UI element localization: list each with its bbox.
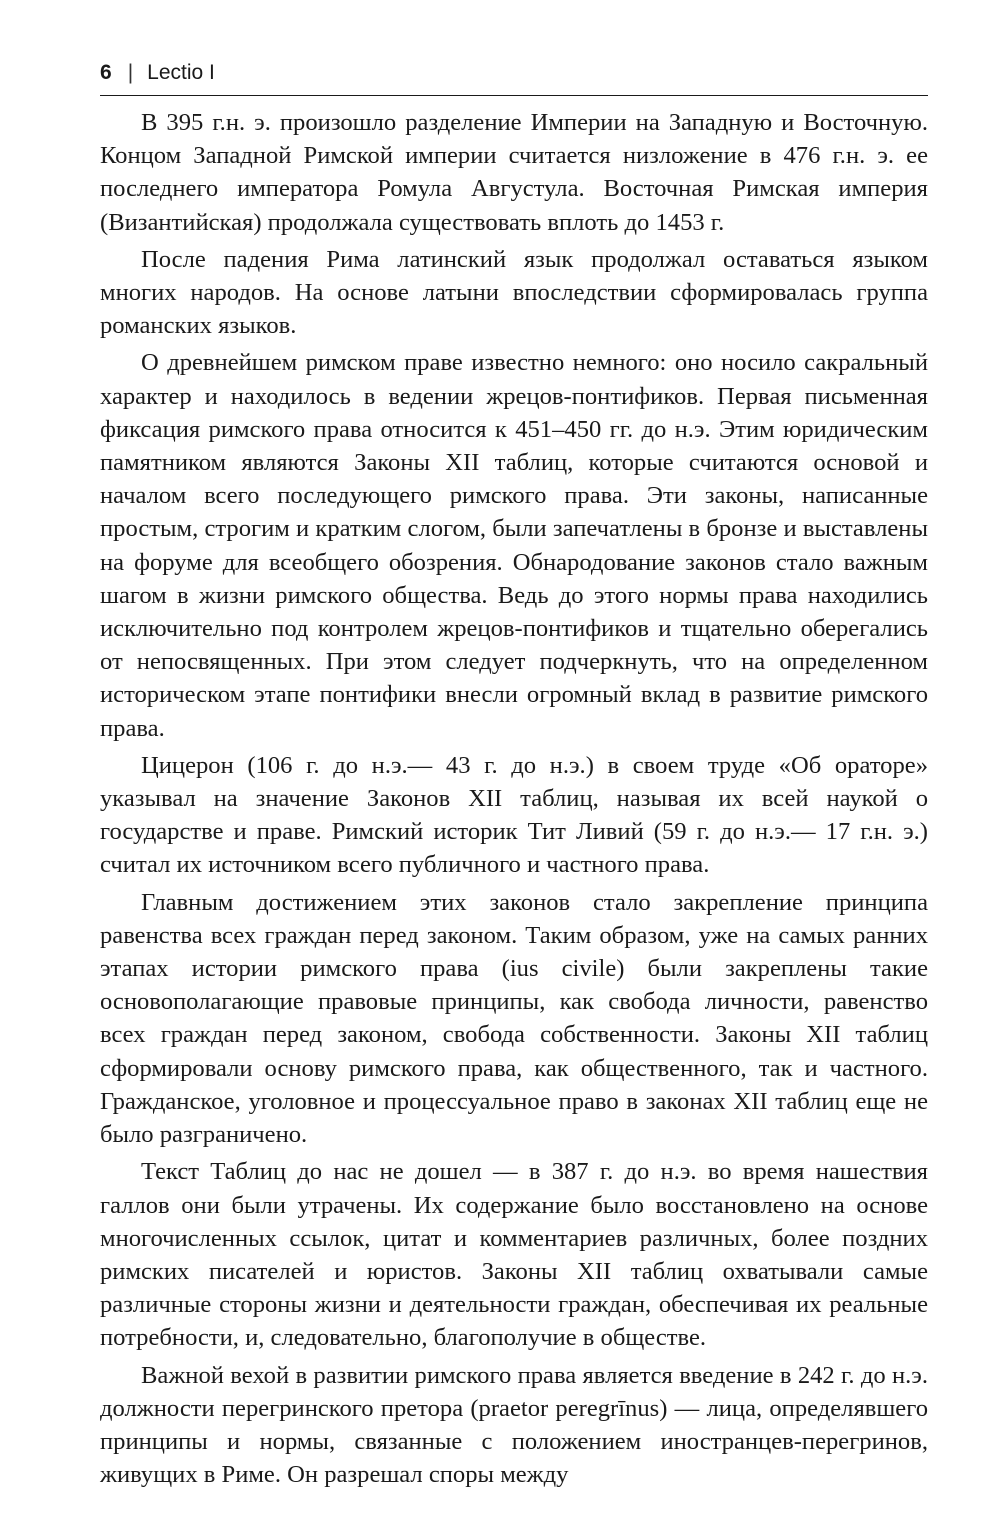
paragraph: После падения Рима латинский язык продолжал оставаться языком многих народов. На основе латыни впоследствии сформировалась группа романских языков. [100,245,928,340]
header-separator: | [127,61,134,84]
book-page [100,52,928,1495]
paragraph: Текст Таблиц до нас не дошел — в 387 г. до н.э. во время нашествия галлов они были утрачены. Их содержание было восстановлено на основе многочисленных ссылок, цитат и комментариев различных, более поздних римских писателей и юристов. Законы XII таблиц охватывали самые различные стороны жизни и деятельности граждан, обеспечивая их реальные потребности, и, следовательно, благополучие в обществе. [100,1158,928,1352]
paragraph: Цицерон (106 г. до н.э.— 43 г. до н.э.) в своем труде «Об ораторе» указывал на значение Законов XII таблиц, называя их всей наукой о государстве и праве. Римский историк Тит Ливий (59 г. до н.э.— 17 г.н. э.) считал их источником всего публичного и частного права. [100,751,928,879]
paragraph: Важной вехой в развитии римского права является введение в 242 г. до н.э. должности перегринского претора (praetor peregrīnus) — лица, определявшего принципы и нормы, связанные с положением иностранцев-перегринов, живущих в Риме. Он разрешал споры между [100,1361,928,1489]
page-number: 6 [100,61,112,84]
running-head [100,52,928,96]
paragraph: О древнейшем римском праве известно немного: оно носило сакральный характер и находилось в ведении жрецов-понтификов. Первая письменная фиксация римского права относится к 451–450 гг. до н.э. Этим юридическим памятником являются Законы XII таблиц, которые считаются основой и началом всего последующего римского права. Эти законы, написанные простым, строгим и кратким слогом, были запечатлены в бронзе и выставлены на форуме для всеобщего обозрения. Обнародование законов стало важным шагом в жизни римского общества. Ведь до этого нормы права находились исключительно под контролем жрецов-понтификов и тщательно оберегались от непосвященных. При этом следует подчеркнуть, что на определенном историческом этапе понтифики внесли огромный вклад в развитие римского права. [100,349,928,742]
paragraph: Главным достижением этих законов стало закрепление принципа равенства всех граждан перед законом. Таким образом, уже на самых ранних этапах истории римского права (ius civile) были закреплены такие основополагающие правовые принципы, как свобода личности, равенство всех граждан перед законом, свобода собственности. Законы XII таблиц сформировали основу римского права, как общественного, так и частного. Гражданское, уголовное и процессуальное право в законах XII таблиц еще не было разграничено. [100,888,928,1149]
section-title: Lectio I [147,61,215,84]
paragraph: В 395 г.н. э. произошло разделение Империи на Западную и Восточную. Концом Западной Римской империи считается низложение в 476 г.н. э. ее последнего императора Ромула Августула. Восточная Римская империя (Византийская) продолжала существовать вплоть до 1453 г. [100,109,928,236]
body-text [100,106,928,1491]
